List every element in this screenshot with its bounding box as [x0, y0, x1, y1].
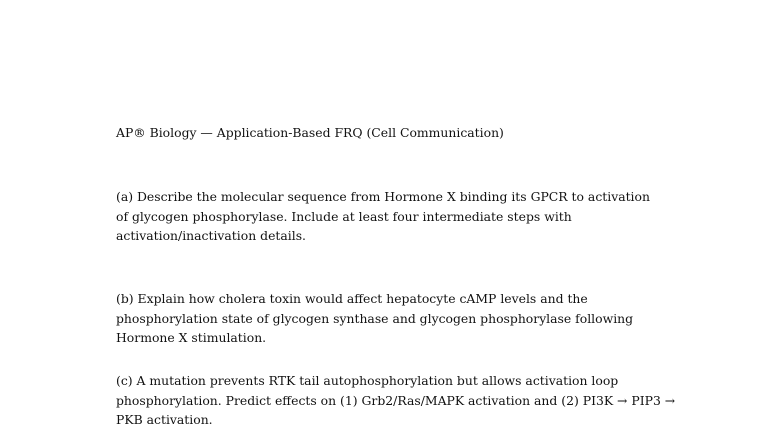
question-c: (c) A mutation prevents RTK tail autophosphorylation but allows activation loop phosphorylation. Predict effects on (1) Grb2/Ras/MAPK activation and (2) PI3K → PIP3 → PKB activation.: [116, 373, 676, 427]
question-a: (a) Describe the molecular sequence from Hormone X binding its GPCR to activation of glycogen phosphorylase. Include at least four intermediate steps with activation/inactivation details.: [116, 189, 650, 243]
question-b: (b) Explain how cholera toxin would affect hepatocyte cAMP levels and the phosphorylation state of glycogen synthase and glycogen phosphorylase following Hormone X stimulation.: [116, 291, 634, 345]
document-title: AP® Biology — Application-Based FRQ (Cell Communication): [116, 125, 504, 140]
